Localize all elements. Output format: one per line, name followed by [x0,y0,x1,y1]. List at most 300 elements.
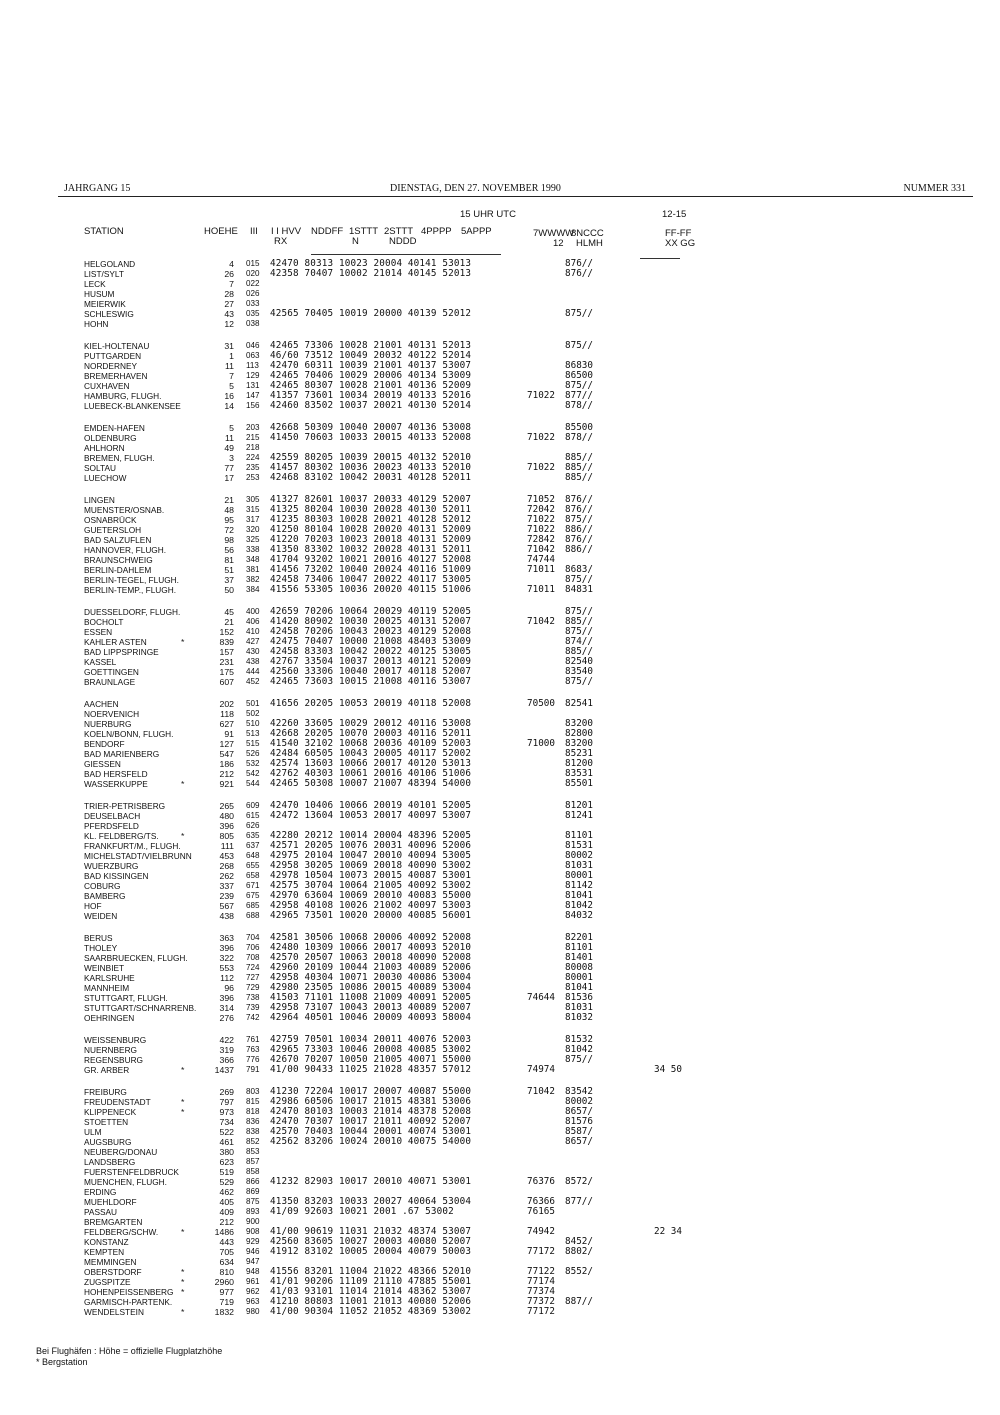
cloud-group: 875// [565,308,593,319]
synop-groups: 42986 60506 10017 21015 48381 53006 [270,1096,472,1107]
mountain-station-marker: * [181,1267,185,1277]
synop-groups: 42458 73406 10047 20022 40117 53005 [270,574,472,585]
synop-groups: 41556 83201 11004 21022 48366 52010 [270,1266,472,1277]
station-index: 338 [246,545,260,554]
synop-groups: 41235 80303 10028 20021 40128 52012 [270,514,472,525]
weather-group: 76366 [527,1196,555,1207]
station-height: 11 [224,361,234,371]
station-name: OEHRINGEN [84,1013,135,1023]
weather-group: 71022 [527,462,555,473]
station-name: HOHENPEISSENBERG [84,1287,174,1297]
group8-sub-header: HLMH [576,238,603,249]
gust-group: 22 34 [654,1226,682,1237]
station-height: 623 [219,1157,234,1167]
station-height: 977 [219,1287,234,1297]
header-rule [58,196,973,197]
station-name: BAD HERSFELD [84,769,148,779]
station-index: 671 [246,881,260,890]
station-name: KLIPPENECK [84,1107,137,1117]
synop-groups: 42970 63604 10069 20010 40083 55000 [270,890,472,901]
cloud-group: 885// [565,646,593,657]
synop-groups: 41/03 93101 11014 21014 48362 53007 [270,1286,472,1297]
station-index: 384 [246,585,260,594]
synop-groups: 41/00 90304 11052 21052 48369 53002 [270,1306,472,1317]
table-row [0,361,1000,371]
station-index: 382 [246,575,260,584]
synop-groups: 41912 83102 10005 20004 40079 50003 [270,1246,472,1257]
time-label: 15 UHR UTC [460,209,516,220]
table-row [0,881,1000,891]
cloud-group: 875// [565,606,593,617]
station-index: 532 [246,759,260,768]
station-index: 015 [246,259,260,268]
station-height: 363 [219,933,234,943]
weather-group: 74644 [527,992,555,1003]
station-index: 948 [246,1267,260,1276]
cloud-group: 876// [565,494,593,505]
station-height: 1832 [214,1307,234,1317]
cloud-group: 877// [565,1196,593,1207]
station-name: HELGOLAND [84,259,136,269]
station-name: GARMISCH-PARTENK. [84,1297,173,1307]
station-height: 43 [224,309,234,319]
station-index: 501 [246,699,260,708]
table-row [0,739,1000,749]
cloud-group: 81041 [565,982,593,993]
station-index: 033 [246,299,260,308]
cloud-group: 81401 [565,952,593,963]
table-row [0,1277,1000,1287]
station-name: ULM [84,1127,102,1137]
station-index: 035 [246,309,260,318]
table-row [0,1197,1000,1207]
station-name: KOELN/BONN, FLUGH. [84,729,174,739]
station-index: 776 [246,1055,260,1064]
synop-groups: 42470 60311 10039 21001 40137 53007 [270,360,472,371]
station-name: BOCHOLT [84,617,124,627]
time-range-label: 12-15 [662,209,687,220]
cloud-group: 81200 [565,758,593,769]
cloud-group: 8572/ [565,1176,593,1187]
station-index: 980 [246,1307,260,1316]
cloud-group: 81042 [565,1044,593,1055]
cloud-group: 81241 [565,810,593,821]
weather-group: 76165 [527,1206,555,1217]
station-index: 430 [246,647,260,656]
station-height: 5 [229,423,234,433]
table-row [0,993,1000,1003]
station-height: 112 [220,973,234,983]
weather-group: 71022 [527,432,555,443]
cloud-group: 878// [565,432,593,443]
synop-groups: 42280 20212 10014 20004 48396 52005 [270,830,472,841]
table-row [0,1287,1000,1297]
station-height: 269 [219,1087,234,1097]
station-name: BERLIN-TEMP., FLUGH. [84,585,177,595]
station-index: 325 [246,535,260,544]
station-index: 857 [246,1157,260,1166]
table-row [0,719,1000,729]
station-index: 704 [246,933,260,942]
cloud-group: 83542 [565,1086,593,1097]
station-index: 253 [246,473,260,482]
synop-groups: 42960 20109 10044 21003 40089 52006 [270,962,472,973]
group4-header: 2STTT [384,226,414,237]
station-index: 688 [246,911,260,920]
cloud-group: 81142 [565,880,593,891]
station-name: WENDELSTEIN [84,1307,144,1317]
station-index: 129 [246,371,260,380]
station-height: 262 [219,871,234,881]
table-row [0,515,1000,525]
table-row [0,473,1000,483]
group3-header: 1STTT [349,226,379,237]
cloud-group: 885// [565,472,593,483]
station-name: BRAUNLAGE [84,677,136,687]
station-height: 21 [224,495,234,505]
station-name: MICHELSTADT/VIELBRUNN [84,851,192,861]
station-name: DEUSELBACH [84,811,141,821]
station-height: 519 [219,1167,234,1177]
synop-groups: 41704 93202 10021 20016 40127 52008 [270,554,472,565]
station-height: 3 [229,453,234,463]
station-name: BAMBERG [84,891,126,901]
synop-groups: 46/60 73512 10049 20032 40122 52014 [270,350,472,361]
synop-groups: 42975 20104 10047 20010 40094 53005 [270,850,472,861]
table-row [0,391,1000,401]
synop-groups: 41503 71101 11008 21009 40091 52005 [270,992,472,1003]
table-row [0,535,1000,545]
cloud-group: 81201 [565,800,593,811]
station-name: NOERVENICH [84,709,140,719]
hoehe-header: HOEHE [204,226,238,237]
weather-group: 71042 [527,544,555,555]
station-height: 231 [219,657,234,667]
cloud-group: 86830 [565,360,593,371]
station-name: NEUBERG/DONAU [84,1147,158,1157]
station-name: BERLIN-TEGEL, FLUGH. [84,575,179,585]
station-height: 31 [224,341,234,351]
table-row [0,443,1000,453]
synop-groups: 41457 80302 10036 20023 40133 52010 [270,462,472,473]
station-index: 706 [246,943,260,952]
table-row [0,973,1000,983]
station-index: 908 [246,1227,260,1236]
station-name: LUEBECK-BLANKENSEE [84,401,181,411]
synop-groups: 41556 53305 10036 20020 40115 51006 [270,584,472,595]
station-height: 265 [219,801,234,811]
cloud-group: 875// [565,676,593,687]
table-row [0,759,1000,769]
mountain-station-marker: * [181,1107,185,1117]
station-index: 708 [246,953,260,962]
station-name: BENDORF [84,739,125,749]
table-row [0,911,1000,921]
station-height: 705 [219,1247,234,1257]
station-index: 444 [246,667,260,676]
station-height: 462 [219,1187,234,1197]
synop-groups: 42767 33504 10037 20013 40121 52009 [270,656,472,667]
table-row [0,1307,1000,1317]
station-height: 322 [219,953,234,963]
table-row [0,453,1000,463]
station-height: 48 [224,505,234,515]
station-height: 634 [219,1257,234,1267]
group9-sub-header: XX GG [665,238,696,249]
station-index: 046 [246,341,260,350]
weather-group: 77174 [527,1276,555,1287]
cloud-group: 81041 [565,890,593,901]
mountain-station-marker: * [181,779,185,789]
cloud-group: 875// [565,574,593,585]
station-height: 212 [219,769,234,779]
station-height: 396 [219,821,234,831]
station-index: 858 [246,1167,260,1176]
station-index: 742 [246,1013,260,1022]
table-row [0,433,1000,443]
station-index: 510 [246,719,260,728]
table-row [0,779,1000,789]
station-height: 77 [224,463,234,473]
station-height: 56 [224,545,234,555]
group5-header: 4PPPP [421,226,452,237]
group7-sub-header: 12 [553,238,564,249]
cloud-group: 876// [565,268,593,279]
station-name: STUTTGART, FLUGH. [84,993,168,1003]
station-height: 567 [219,901,234,911]
station-height: 805 [219,831,234,841]
station-name: WEINBIET [84,963,125,973]
table-row [0,729,1000,739]
synop-groups: 42465 70406 10029 20006 40134 53009 [270,370,472,381]
station-index: 803 [246,1087,260,1096]
station-index: 729 [246,983,260,992]
station-name: BAD KISSINGEN [84,871,149,881]
synop-groups: 42759 70501 10034 20011 40076 52003 [270,1034,472,1045]
table-row [0,575,1000,585]
station-index: 946 [246,1247,260,1256]
station-name: SOLTAU [84,463,116,473]
weather-group: 77372 [527,1296,555,1307]
synop-groups: 42565 70405 10019 20000 40139 52012 [270,308,472,319]
cloud-group: 8657/ [565,1106,593,1117]
table-row [0,1187,1000,1197]
station-name: MUENSTER/OSNAB. [84,505,165,515]
synop-groups: 42470 80313 10023 20004 40141 53013 [270,258,472,269]
iii-header: III [250,226,258,237]
station-height: 118 [220,709,234,719]
page-header [60,183,970,197]
synop-groups: 42659 70206 10064 20029 40119 52005 [270,606,472,617]
station-height: 366 [219,1055,234,1065]
synop-groups: 42570 20507 10063 20018 40090 52008 [270,952,472,963]
table-row [0,1065,1000,1075]
station-name: SAARBRUECKEN, FLUGH. [84,953,188,963]
station-index: 410 [246,627,260,636]
cloud-group: 874// [565,636,593,647]
station-height: 396 [219,993,234,1003]
synop-groups: 42574 13603 10066 20017 40120 53013 [270,758,472,769]
synop-groups: 42668 50309 10040 20007 40136 53008 [270,422,472,433]
station-height: 553 [219,963,234,973]
table-row [0,351,1000,361]
station-name: BERLIN-DAHLEM [84,565,152,575]
station-height: 480 [219,811,234,821]
cloud-group: 80002 [565,1096,593,1107]
weather-group: 74974 [527,1064,555,1075]
table-row [0,565,1000,575]
cloud-group: 80001 [565,972,593,983]
station-index: 224 [246,453,260,462]
station-name: ESSEN [84,627,113,637]
synop-groups: 41/00 90619 11031 21032 48374 53007 [270,1226,472,1237]
synop-groups: 42570 70403 10044 20001 40074 53001 [270,1126,472,1137]
station-name: FREUDENSTADT [84,1097,151,1107]
station-height: 50 [224,585,234,595]
station-name: NUERBURG [84,719,132,729]
station-name: OLDENBURG [84,433,137,443]
station-height: 239 [219,891,234,901]
table-row [0,801,1000,811]
cloud-group: 85500 [565,422,593,433]
table-row [0,943,1000,953]
station-height: 810 [219,1267,234,1277]
station-height: 839 [219,637,234,647]
synop-groups: 41/01 90206 11109 21110 47885 55001 [270,1276,472,1287]
table-row [0,617,1000,627]
station-height: 51 [224,565,234,575]
station-name: NUERNBERG [84,1045,138,1055]
weather-group: 72842 [527,534,555,545]
station-name: STOETTEN [84,1117,129,1127]
table-row [0,1127,1000,1137]
station-index: 515 [246,739,260,748]
station-index: 026 [246,289,260,298]
station-name: WASSERKUPPE [84,779,148,789]
cloud-group: 81101 [565,942,593,953]
table-row [0,269,1000,279]
cloud-group: 876// [565,534,593,545]
weather-group: 70500 [527,698,555,709]
cloud-group: 8657/ [565,1136,593,1147]
station-height: 95 [224,515,234,525]
table-row [0,657,1000,667]
synop-groups: 41450 70603 10033 20015 40133 52008 [270,432,472,443]
table-row [0,423,1000,433]
station-index: 900 [246,1217,260,1226]
station-height: 461 [219,1137,234,1147]
station-name: BAD SALZUFLEN [84,535,152,545]
table-row [0,1177,1000,1187]
station-height: 921 [219,779,234,789]
table-row [0,637,1000,647]
station-index: 513 [246,729,260,738]
table-row [0,983,1000,993]
table-row [0,627,1000,637]
synop-groups: 41210 80803 11001 21013 40080 52006 [270,1296,472,1307]
cloud-group: 81031 [565,860,593,871]
synop-groups: 42358 70407 10002 21014 40145 52013 [270,268,472,279]
station-name: PFERDSFELD [84,821,139,831]
cloud-group: 878// [565,400,593,411]
table-row [0,769,1000,779]
station-name: FUERSTENFELDBRUCK [84,1167,179,1177]
table-row [0,259,1000,269]
station-index: 738 [246,993,260,1002]
cloud-group: 81101 [565,830,593,841]
cloud-group: 86500 [565,370,593,381]
station-name: LANDSBERG [84,1157,136,1167]
table-row [0,1227,1000,1237]
station-index: 685 [246,901,260,910]
table-row [0,1207,1000,1217]
synop-groups: 41/00 90433 11025 21028 48357 57012 [270,1064,472,1075]
cloud-group: 875// [565,626,593,637]
synop-groups: 42470 70307 10017 21011 40092 52007 [270,1116,472,1127]
station-index: 893 [246,1207,260,1216]
station-height: 17 [224,473,234,483]
station-index: 763 [246,1045,260,1054]
table-row [0,341,1000,351]
table-row [0,401,1000,411]
synop-groups: 42470 10406 10066 20019 40101 52005 [270,800,472,811]
station-height: 72 [224,525,234,535]
station-name: BRAUNSCHWEIG [84,555,153,565]
synop-groups: 42484 60505 10043 20005 40117 52002 [270,748,472,759]
station-index: 658 [246,871,260,880]
station-height: 45 [224,607,234,617]
cloud-group: 83531 [565,768,593,779]
synop-groups: 42465 80307 10028 21001 40136 52009 [270,380,472,391]
station-index: 131 [246,381,260,390]
table-row [0,1167,1000,1177]
station-height: 7 [229,279,234,289]
table-row [0,841,1000,851]
station-name: MUEHLDORF [84,1197,137,1207]
station-name: FRANKFURT/M., FLUGH. [84,841,181,851]
weather-group: 71000 [527,738,555,749]
synop-groups: 42958 73107 10043 20013 40089 52007 [270,1002,472,1013]
station-height: 4 [229,259,234,269]
station-name: AACHEN [84,699,119,709]
table-row [0,381,1000,391]
station-height: 719 [219,1297,234,1307]
cloud-group: 875// [565,514,593,525]
table-row [0,463,1000,473]
station-name: KIEL-HOLTENAU [84,341,150,351]
synop-groups: 42465 73603 10015 21008 40116 53007 [270,676,472,687]
synop-groups: 42668 20205 10070 20003 40116 52011 [270,728,472,739]
station-height: 973 [219,1107,234,1117]
cloud-group: 81042 [565,900,593,911]
station-index: 761 [246,1035,260,1044]
station-name: BAD LIPPSPRINGE [84,647,159,657]
issue-number: NUMMER 331 [903,183,966,194]
station-height: 5 [229,381,234,391]
station-index: 838 [246,1127,260,1136]
table-row [0,677,1000,687]
cloud-group: 885// [565,452,593,463]
station-name: KONSTANZ [84,1237,129,1247]
station-name: REGENSBURG [84,1055,144,1065]
station-height: 91 [224,729,234,739]
table-row [0,1137,1000,1147]
station-height: 2960 [214,1277,234,1287]
table-row [0,1035,1000,1045]
station-height: 547 [219,749,234,759]
weather-group: 74942 [527,1226,555,1237]
station-height: 268 [219,861,234,871]
